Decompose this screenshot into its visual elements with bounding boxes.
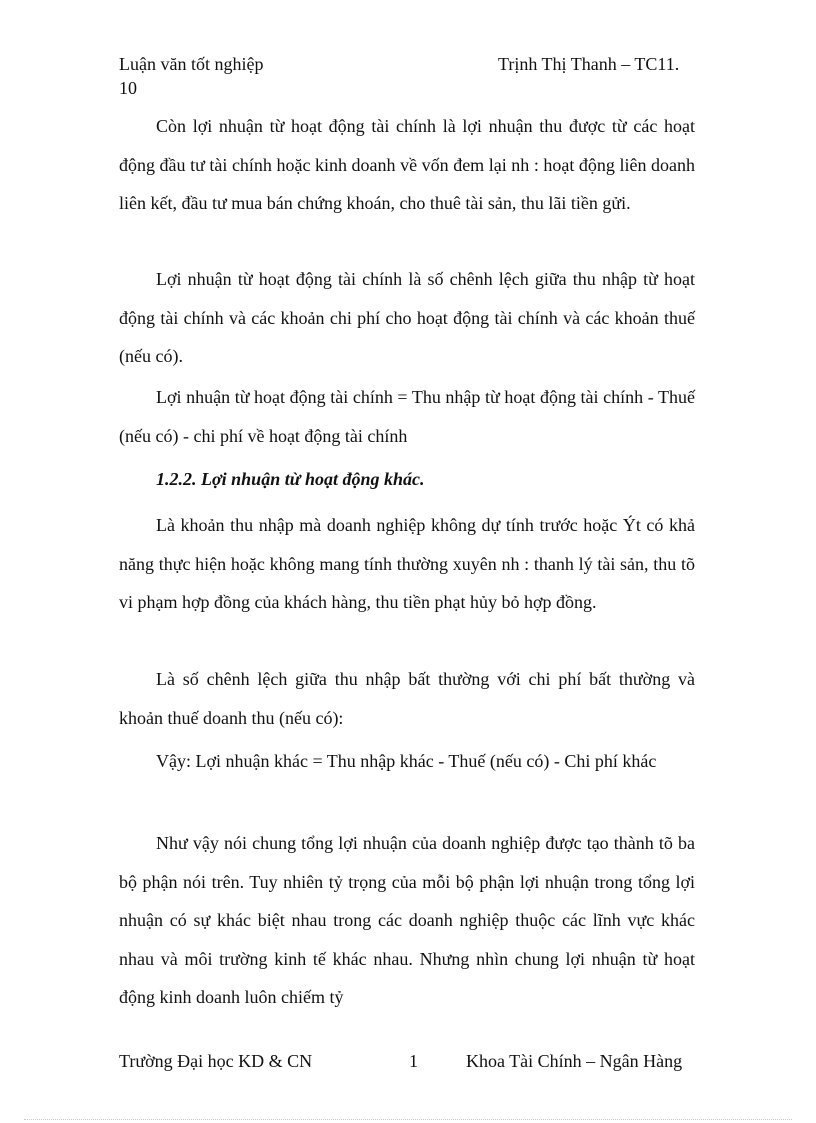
section-heading: 1.2.2. Lợi nhuận từ hoạt động khác.	[156, 469, 425, 489]
paragraph-financial-difference: Lợi nhuận từ hoạt động tài chính là số chênh lệch giữa thu nhập từ hoạt động tài chính và các khoản chi phí cho hoạt động tài chính và các khoản thuế (nếu có).	[119, 269, 695, 366]
paragraph-other-formula: Vậy: Lợi nhuận khác = Thu nhập khác - Thuế (nếu có) - Chi phí khác	[156, 751, 657, 771]
page-bottom-border	[24, 1119, 792, 1120]
footer-university: Trường Đại học KD & CN	[119, 1051, 313, 1071]
paragraph-financial-profit: Còn lợi nhuận từ hoạt động tài chính là lợi nhuận thu được từ các hoạt động đầu tư tài chính hoặc kinh doanh về vốn đem lại nh : hoạt động liên doanh liên kết, đầu tư mua bán chứng khoán, cho thuê tài sản, thu lãi tiền gửi.	[119, 116, 695, 213]
header-author: Trịnh Thị Thanh – TC11.	[498, 54, 680, 74]
footer-page-number: 1	[409, 1051, 418, 1071]
paragraph-total-profit: Như vậy nói chung tổng lợi nhuận của doanh nghiệp được tạo thành tõ ba bộ phận nói trên. Tuy nhiên tỷ trọng của mỗi bộ phận lợi nhuận trong tổng lợi nhuận có sự khác biệt nhau trong các doanh nghiệp thuộc các lĩnh vực khác nhau và môi trường kinh tế khác nhau. Nhưng nhìn chung lợi nhuận từ hoạt động kinh doanh luôn chiếm tỷ	[119, 833, 695, 1007]
paragraph-financial-formula: Lợi nhuận từ hoạt động tài chính = Thu nhập từ hoạt động tài chính - Thuế (nếu có) - chi phí về hoạt động tài chính	[119, 387, 695, 446]
header-thesis-title: Luận văn tốt nghiệp	[119, 54, 264, 74]
footer-faculty: Khoa Tài Chính – Ngân Hàng	[466, 1051, 683, 1071]
header-page-number: 10	[119, 78, 137, 98]
paragraph-irregular-difference: Là số chênh lệch giữa thu nhập bất thường với chi phí bất thường và khoản thuế doanh thu (nếu có):	[119, 669, 695, 728]
paragraph-other-income: Là khoản thu nhập mà doanh nghiệp không dự tính trước hoặc Ýt có khả năng thực hiện hoặc không mang tính thường xuyên nh : thanh lý tài sản, thu tõ vi phạm hợp đồng của khách hàng, thu tiền phạt hủy bỏ hợp đồng.	[119, 515, 695, 612]
